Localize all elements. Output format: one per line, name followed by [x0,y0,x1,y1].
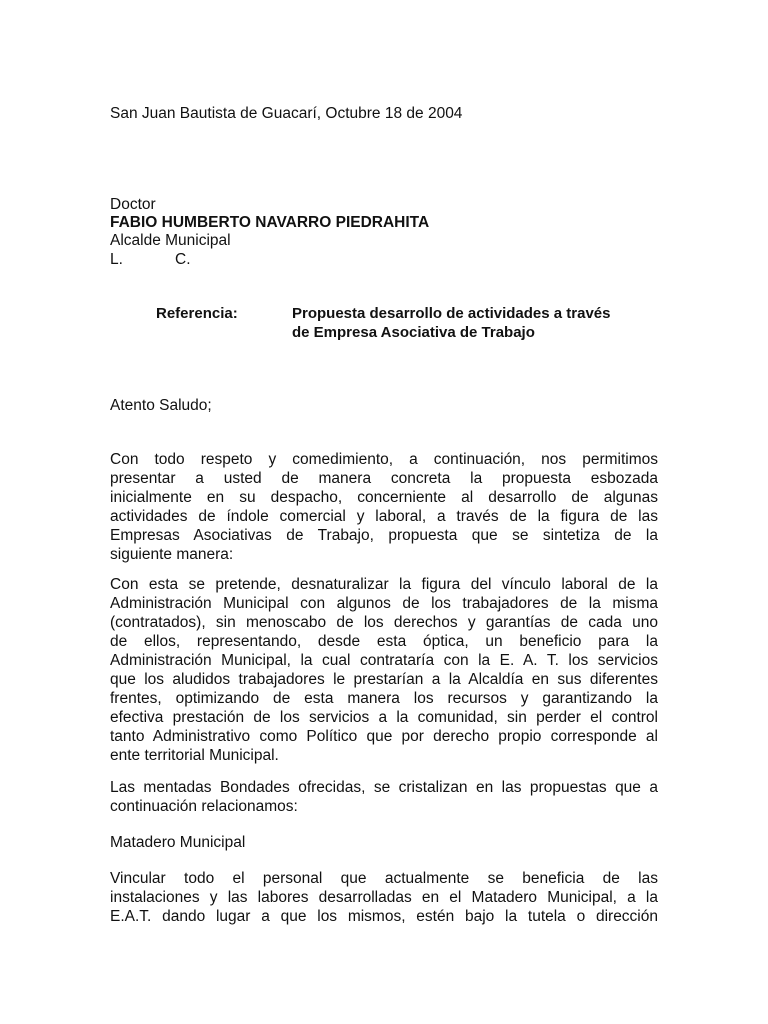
paragraph-4 [110,869,658,926]
paragraph-line: efectiva prestación de los servicios a la comunidad, sin perder el control [110,709,658,726]
recipient-title: Doctor [110,196,156,213]
reference-line: Propuesta desarrollo de actividades a través [292,305,611,322]
paragraph-line: frentes, optimizando de esta manera los recursos y garantizando la [110,690,658,707]
paragraph-line: Con todo respeto y comedimiento, a continuación, nos permitimos [110,451,658,468]
paragraph-line: siguiente manera: [110,546,234,563]
paragraph-line: inicialmente en su despacho, concerniente al desarrollo de algunas [110,489,658,506]
paragraph-line: presentar a usted de manera concreta la propuesta esbozada [110,470,658,487]
place-date: San Juan Bautista de Guacarí, Octubre 18 de 2004 [110,105,463,122]
section-heading: Matadero Municipal [110,834,246,851]
recipient-name: FABIO HUMBERTO NAVARRO PIEDRAHITA [110,214,430,231]
paragraph-line: Administración Municipal, la cual contrataría con la E. A. T. los servicios [110,652,658,669]
paragraph-line: instalaciones y las labores desarrolladas en el Matadero Municipal, a la [110,889,658,906]
paragraph-line: continuación relacionamos: [110,798,298,815]
reference-line: de Empresa Asociativa de Trabajo [292,324,535,341]
paragraph-line: de ellos, representando, desde esta óptica, un beneficio para la [110,633,658,650]
paragraph-line: Empresas Asociativas de Trabajo, propuesta que se sintetiza de la [110,527,658,544]
greeting: Atento Saludo; [110,397,212,414]
recipient-position: Alcalde Municipal [110,232,231,249]
paragraph-line: Vincular todo el personal que actualmente se beneficia de las [110,870,658,887]
paragraph-line: E.A.T. dando lugar a que los mismos, estén bajo la tutela o dirección [110,908,658,925]
paragraph-line: (contratados), sin menoscabo de los derechos y garantías de cada uno [110,614,658,631]
reference-label: Referencia: [156,305,238,322]
paragraph-line: ente territorial Municipal. [110,747,279,764]
paragraph-line: que los aludidos trabajadores le prestarían a la Alcaldía en sus diferentes [110,671,658,688]
paragraph-3 [110,778,658,816]
paragraph-line: Administración Municipal con algunos de los trabajadores de la misma [110,595,658,612]
paragraph-line: Las mentadas Bondades ofrecidas, se cristalizan en las propuestas que a [110,779,658,796]
recipient-city-l: L. [110,251,123,268]
recipient-city-c: C. [175,251,191,268]
paragraph-line: Con esta se pretende, desnaturalizar la figura del vínculo laboral de la [110,576,658,593]
paragraph-line: tanto Administrativo como Político que por derecho propio corresponde al [110,728,658,745]
paragraph-2 [110,575,658,765]
reference-text [292,304,610,342]
paragraph-1 [110,450,658,564]
paragraph-line: actividades de índole comercial y laboral, a través de la figura de las [110,508,658,525]
